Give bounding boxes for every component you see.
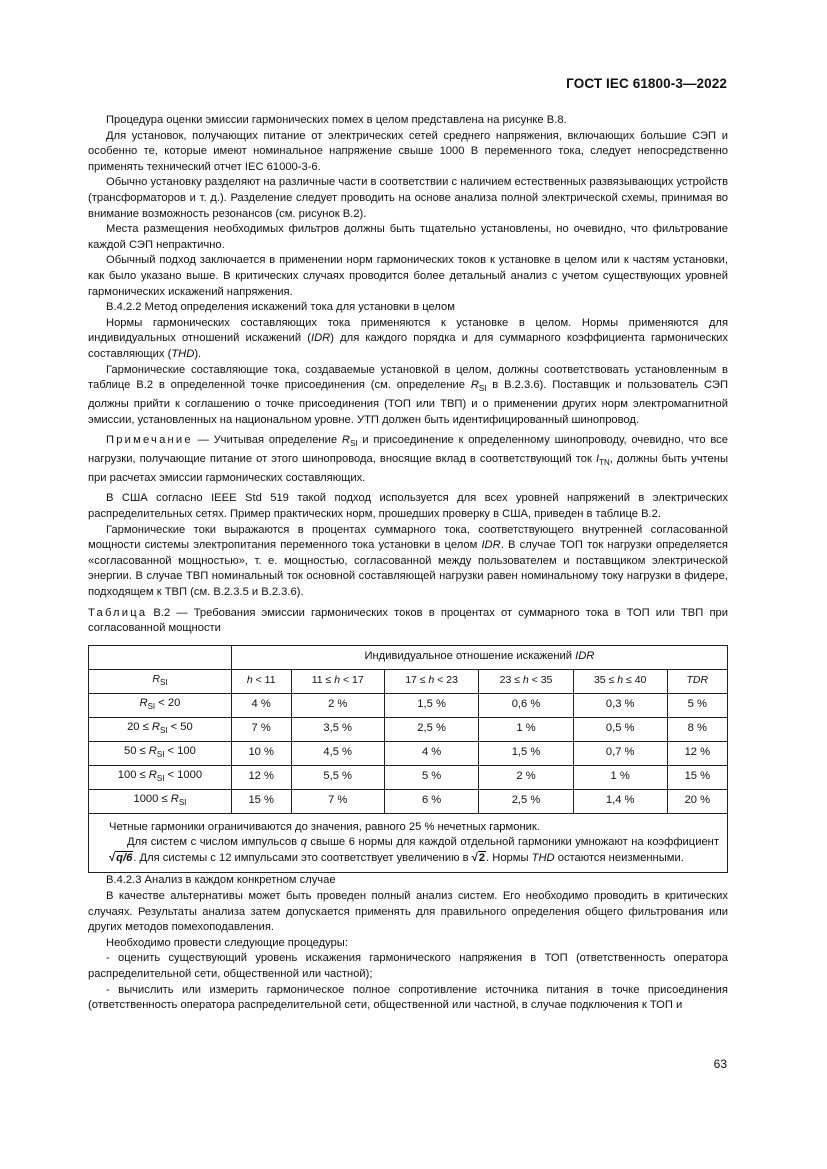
table-row [89, 741, 728, 765]
value-cell: 8 % [667, 717, 727, 741]
value-cell: 0,6 % [479, 693, 573, 717]
paragraph: Места размещения необходимых фильтров должны быть тщательно установлены, но очевидно, что фильтрование каждой СЭП непрактично. [88, 223, 728, 251]
document-body [88, 113, 728, 1014]
rsi-range-cell: $R_{SI} < 20$ [89, 693, 232, 717]
value-cell: 7 % [231, 717, 291, 741]
paragraph-currents: Гармонические токи выражаются в процентах суммарного тока, соответствующего внутренней согласованной мощности системы электропитания переменного тока установки в целом IDR. В случае ТОП ток нагрузки определяется «согласованной мощностью», т. е. мощностью, согласованной между пользователем и поставщиком электрической энергии. В случае ТВП номинальный ток основной составляющей нагрузки равен номинальному току нагрузки в фидере, подходящем к ТВП (см. B.2.3.5 и B.2.3.6). [88, 523, 728, 598]
column-header: 11 ≤ h < 17 [291, 669, 384, 693]
table-caption: Таблица B.2 — Требования эмиссии гармонических токов в процентах от суммарного тока в ТОП или ТВП при согласованной мощности [88, 606, 728, 635]
paragraph-norms: Нормы гармонических составляющих тока применяются к установке в целом. Нормы применяются для индивидуальных отношений искажений (IDR) для каждого порядка и для суммарного коэффициента гармонических составляющих (THD). [88, 316, 728, 360]
paragraph-rsi: Гармонические составляющие тока, создаваемые установкой в целом, должны соответствовать установленным в таблице B.2 в определенной точке присоединения (см. определение $R_{SI}$ в B.2.3.6). Поставщик и пользователь СЭП должны прийти к соглашению о точке присоединения (ТОП или ТВП) и о применении других норм электромагнитной эмиссии, установленных на национальном уровне. УТП должен быть идентифицированный шинопровод. [88, 363, 728, 426]
paragraph: Необходимо провести следующие процедуры: [106, 936, 348, 949]
rsi-range-cell: $20 \le R_{SI} < 50$ [89, 717, 232, 741]
table-row [89, 789, 728, 813]
radical-sign: √ [109, 851, 116, 864]
value-cell: 4 % [384, 741, 478, 765]
document-header: ГОСТ IEC 61800-3—2022 [566, 76, 727, 91]
value-cell: 4 % [231, 693, 291, 717]
rsi-header: $R_{SI}$ [89, 669, 232, 693]
rsi-range-cell: $1000 \le R_{SI}$ [89, 789, 232, 813]
page-number: 63 [713, 1057, 727, 1071]
value-cell: 6 % [384, 789, 478, 813]
value-cell: 0,3 % [573, 693, 667, 717]
value-cell: 12 % [231, 765, 291, 789]
value-cell: 1,4 % [573, 789, 667, 813]
note-label: Примечание [106, 434, 193, 447]
value-cell: 5 % [384, 765, 478, 789]
table-row [89, 717, 728, 741]
value-cell: 4,5 % [291, 741, 384, 765]
value-cell: 1 % [573, 765, 667, 789]
section-heading: B.4.2.2 Метод определения искажений тока для установки в целом [106, 301, 455, 314]
emission-table [88, 645, 728, 874]
table-note [89, 813, 728, 873]
value-cell: 15 % [667, 765, 727, 789]
value-cell: 5,5 % [291, 765, 384, 789]
value-cell: 12 % [667, 741, 727, 765]
paragraph: Для установок, получающих питание от электрических сетей среднего напряжения, включающих большие СЭП и особенно те, которые имеют номинальное напряжение свыше 1000 В переменного тока, следует непосредственно применять технический отчет IEC 61000-3-6. [88, 129, 728, 173]
value-cell: 7 % [291, 789, 384, 813]
paragraph: Обычный подход заключается в применении норм гармонических токов к установке в целом или к частям установки, как было указано выше. В критических случаях проводится более детальный анализ с учетом существующих уровней гармонических искажений напряжения. [88, 254, 728, 298]
note-paragraph: Примечание — Учитывая определение $R_{SI}$ и присоединение к определенному шинопроводу, очевидно, что все нагрузки, получающие питание от этого шинопровода, вносящие вклад в соответствующий ток $I_{TN}$, должны быть учтены при расчетах эмиссии гармонических составляющих. [88, 434, 728, 484]
paragraph: Обычно установку разделяют на различные части в соответствии с наличием естественных развязывающих устройств (трансформаторов и т. д.). Разделение следует проводить на основе анализа полной электрической схемы, принимая во внимание возможность резонансов (см. рисунок B.2). [88, 176, 729, 220]
table-corner-cell [89, 645, 232, 669]
radical-sign: √ [471, 851, 478, 864]
value-cell: 20 % [667, 789, 727, 813]
paragraph: Процедура оценки эмиссии гармонических помех в целом представлена на рисунке B.8. [106, 114, 567, 126]
value-cell: 1,5 % [384, 693, 478, 717]
value-cell: 1,5 % [479, 741, 573, 765]
section-heading: B.4.2.3 Анализ в каждом конкретном случае [106, 874, 336, 887]
table-note-line: Четные гармоники ограничиваются до значения, равного 25 % нечетных гармоник. [109, 820, 540, 833]
value-cell: 2 % [479, 765, 573, 789]
value-cell: 0,7 % [573, 741, 667, 765]
paragraph: В США согласно IEEE Std 519 такой подход используется для всех уровней напряжений в электрических распределительных сетях. Пример практических норм, прошедших проверку в США, приведен в таблице B.2. [88, 492, 728, 520]
value-cell: 15 % [231, 789, 291, 813]
column-header: TDR [667, 669, 727, 693]
value-cell: 5 % [667, 693, 727, 717]
column-header: 23 ≤ h < 35 [479, 669, 573, 693]
group-header: Индивидуальное отношение искажений IDR [231, 645, 727, 669]
rsi-range-cell: $100 \le R_{SI} < 1000$ [89, 765, 232, 789]
list-item: - вычислить или измерить гармоническое полное сопротивление источника питания в точке присоединения (ответственность оператора распределительной сети, общественной или частной, в случае подключения к ТОП и [88, 983, 728, 1012]
paragraph: В качестве альтернативы может быть проведен полный анализ систем. Его необходимо проводить в критических случаях. Результаты анализа затем допускается применять для правильного определения общего фильтрования или других методов помехоподавления. [88, 890, 728, 934]
table-note-line: Для систем с числом импульсов q свыше 6 нормы для каждой отдельной гармоники умножают на коэффициент √q/6. Для системы с 12 импульсами это соответствует увеличению в √2. Нормы THD остаются неизменными. [109, 836, 719, 864]
value-cell: 2,5 % [384, 717, 478, 741]
value-cell: 10 % [231, 741, 291, 765]
column-header: h < 11 [231, 669, 291, 693]
column-header: 35 ≤ h ≤ 40 [573, 669, 667, 693]
value-cell: 0,5 % [573, 717, 667, 741]
value-cell: 3,5 % [291, 717, 384, 741]
column-header: 17 ≤ h < 23 [384, 669, 478, 693]
value-cell: 2,5 % [479, 789, 573, 813]
value-cell: 2 % [291, 693, 384, 717]
rsi-range-cell: $50 \le R_{SI} < 100$ [89, 741, 232, 765]
table-row [89, 693, 728, 717]
value-cell: 1 % [479, 717, 573, 741]
table-row [89, 765, 728, 789]
list-item: - оценить существующий уровень искажения гармонического напряжения в ТОП (ответственность оператора распределительной сети, общественной или частной); [88, 952, 728, 981]
